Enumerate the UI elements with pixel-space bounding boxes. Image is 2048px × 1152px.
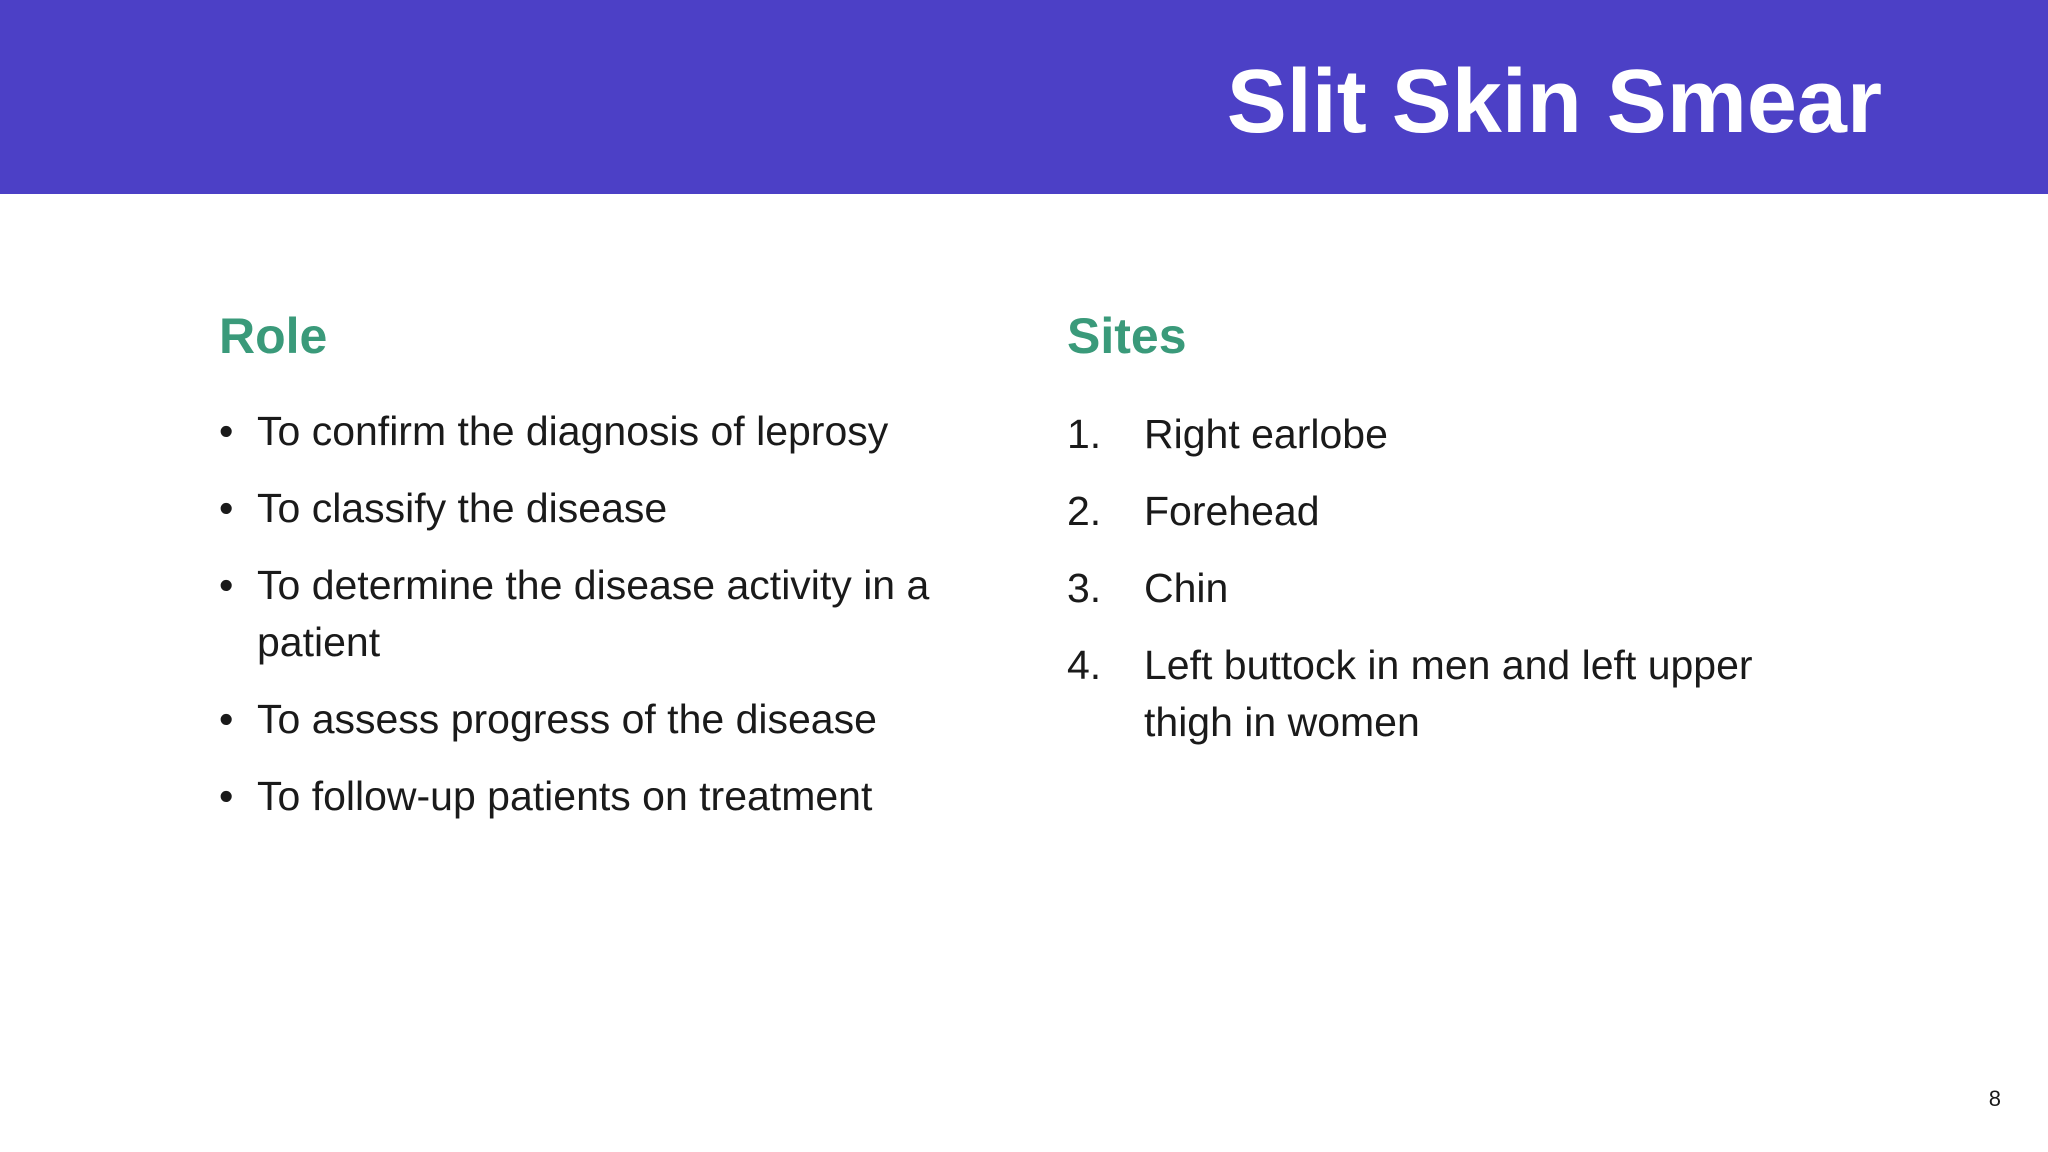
role-list-item bbox=[219, 768, 979, 825]
role-item-text: To classify the disease bbox=[257, 485, 668, 531]
role-item-text: To determine the disease activity in a patient bbox=[257, 562, 930, 665]
title-bar bbox=[0, 0, 2048, 194]
role-list-item bbox=[219, 403, 979, 460]
site-item-text: Right earlobe bbox=[1144, 411, 1388, 457]
sites-list-item bbox=[1067, 406, 1827, 463]
sites-list-item bbox=[1067, 637, 1827, 751]
sites-list-item bbox=[1067, 483, 1827, 540]
role-item-text: To assess progress of the disease bbox=[257, 696, 877, 742]
sites-heading: Sites bbox=[1067, 308, 1187, 364]
sites-list-container bbox=[1067, 406, 1827, 771]
bullet-icon: • bbox=[219, 773, 234, 819]
site-item-text: Forehead bbox=[1144, 488, 1320, 534]
role-heading: Role bbox=[219, 308, 328, 364]
sites-column bbox=[1067, 306, 1827, 366]
bullet-icon: • bbox=[219, 696, 234, 742]
list-number: 1. bbox=[1067, 411, 1102, 457]
role-column bbox=[219, 306, 979, 366]
bullet-icon: • bbox=[219, 485, 234, 531]
site-item-text: Left buttock in men and left upper thigh in women bbox=[1144, 642, 1753, 745]
bullet-icon: • bbox=[219, 408, 234, 454]
list-number: 3. bbox=[1067, 565, 1102, 611]
role-item-text: To confirm the diagnosis of leprosy bbox=[257, 408, 889, 454]
role-list-item bbox=[219, 691, 979, 748]
list-number: 2. bbox=[1067, 488, 1102, 534]
sites-list bbox=[1067, 406, 1827, 751]
page-number: 8 bbox=[1988, 1086, 2001, 1111]
role-item-text: To follow-up patients on treatment bbox=[257, 773, 873, 819]
list-number: 4. bbox=[1067, 642, 1102, 688]
site-item-text: Chin bbox=[1144, 565, 1229, 611]
sites-list-item bbox=[1067, 560, 1827, 617]
role-list bbox=[219, 403, 979, 825]
role-list-container bbox=[219, 403, 979, 845]
slide-title: Slit Skin Smear bbox=[1226, 52, 1882, 152]
role-list-item bbox=[219, 557, 979, 671]
role-list-item bbox=[219, 480, 979, 537]
bullet-icon: • bbox=[219, 562, 234, 608]
